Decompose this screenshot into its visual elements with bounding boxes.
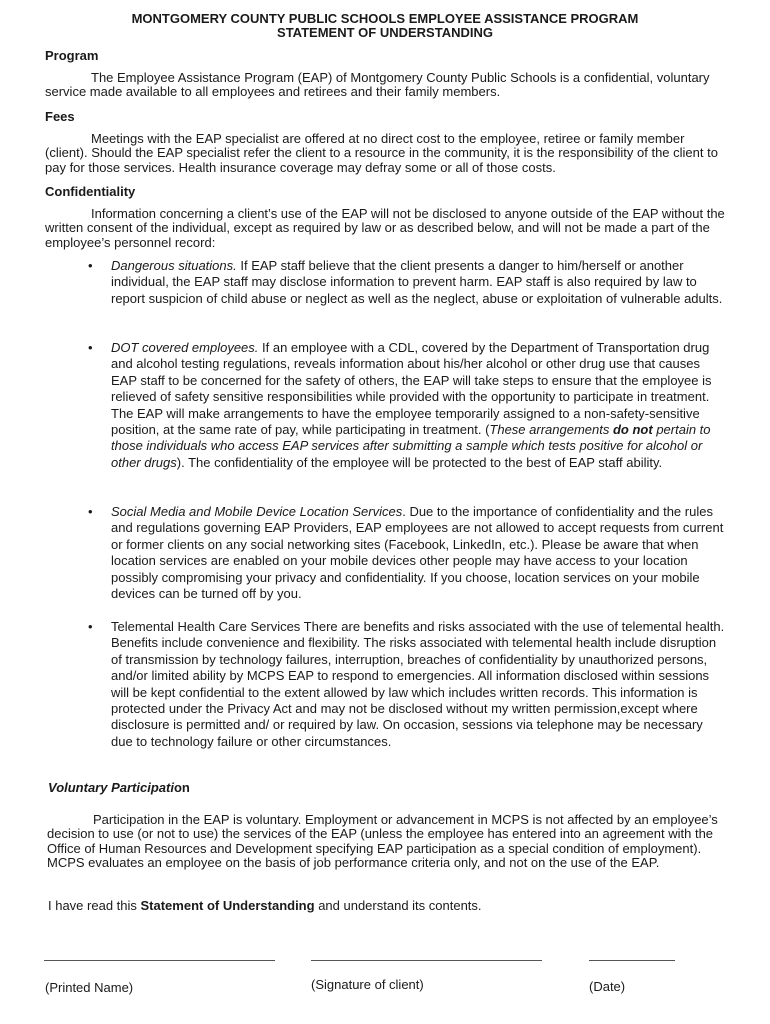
- voluntary-heading-italic: Voluntary Participati: [48, 780, 174, 795]
- signature-label: (Signature of client): [311, 977, 424, 992]
- bullet-lead: DOT covered employees.: [111, 340, 259, 355]
- bullet-text: . Due to the importance of confidentiality and the rules and regulations governing EAP Providers, EAP employees are not allowed to accept requests from current or former clients on any social networking sites (Facebook, LinkedIn, etc.). Please be aware that when location services are enabled on your mobile devices other people may have access to your location possibly compromising your privacy and confidentiality. If you choose, location services on your mobile devices can be turned off by you.: [111, 504, 724, 602]
- bullet-note-b: pertain to those individuals who access EAP services after submitting a sample which tests positive for alcohol or other drugs: [111, 422, 711, 470]
- acknowledgement-pre: I have read this: [48, 898, 141, 913]
- bullet-note-a: These arrangements: [489, 422, 613, 438]
- voluntary-participation-heading: [48, 780, 190, 795]
- bullet-dot: •: [88, 504, 93, 519]
- bullet-lead: Dangerous situations.: [111, 258, 237, 273]
- bullet-text: If EAP staff believe that the client presents a danger to him/herself or another individual, the EAP staff may disclose information to prevent harm. EAP staff is also required by law to report suspicion of child abuse or neglect as well as the neglect, abuse or exploitation of vulnerable adults.: [111, 258, 723, 306]
- printed-name-label: (Printed Name): [45, 980, 134, 995]
- acknowledgement-statement: [48, 899, 728, 913]
- signature-line[interactable]: [311, 960, 542, 961]
- date-line[interactable]: [589, 960, 675, 961]
- acknowledgement-post: and understand its contents.: [314, 898, 482, 913]
- acknowledgement-bold: Statement of Understanding: [140, 898, 315, 913]
- voluntary-paragraph: Participation in the EAP is voluntary. Employment or advancement in MCPS is not affected by an employee’s decision to use (or not to use) the services of the EAP (unless the employee has entered into an agreement with the Office of Human Resources and Development specifying EAP participation as a special condition of employment). MCPS evaluates an employee on the basis of job performance criteria only, and not on the use of the EAP.: [47, 812, 718, 871]
- bullet-social-media: [88, 504, 726, 602]
- bullet-dot-covered-employees: [88, 340, 726, 471]
- document-title: MONTGOMERY COUNTY PUBLIC SCHOOLS EMPLOYEE ASSISTANCE PROGRAM: [131, 11, 639, 26]
- bullet-text: Telemental Health Care Services There are benefits and risks associated with the use of telemental health. Benefits include convenience and flexibility. The risks associated with telemental health include disruption of transmission by technology failures, interruption, breaches of confidentiality by unauthorized persons, and/or limited ability by MCPS EAP to respond to emergencies. All information disclosed within sessions will be kept confidential to the extent allowed by law which includes written records. This information is protected under the Privacy Act and may not be disclosed without my written permission,except where disclosure is permitted and/ or required by law. On occasion, sessions via telephone may be necessary due to technology failure or other circumstances.: [111, 619, 725, 749]
- document-subtitle: STATEMENT OF UNDERSTANDING: [277, 25, 493, 40]
- bullet-dot: •: [88, 619, 93, 634]
- date-label: (Date): [589, 979, 626, 994]
- program-paragraph: The Employee Assistance Program (EAP) of Montgomery County Public Schools is a confidential, voluntary service made available to all employees and retirees and their family members.: [45, 70, 710, 100]
- printed-name-line[interactable]: [44, 960, 275, 961]
- bullet-dangerous-situations: [88, 258, 726, 307]
- bullet-lead: Social Media and Mobile Device Location Services: [111, 504, 403, 519]
- bullet-dot: •: [88, 258, 93, 273]
- fees-heading: Fees: [45, 109, 75, 124]
- confidentiality-heading: Confidentiality: [45, 184, 136, 199]
- confidentiality-paragraph: Information concerning a client’s use of the EAP will not be disclosed to anyone outside of the EAP without the written consent of the individual, except as required by law or as described below, and will not be made a part of the employee’s personnel record:: [45, 206, 725, 250]
- bullet-note-emphasis: do not: [612, 422, 653, 438]
- bullet-tail: ). The confidentiality of the employee will be protected to the best of EAP staff ability.: [176, 454, 663, 470]
- voluntary-heading-rest: on: [173, 780, 190, 795]
- fees-paragraph: Meetings with the EAP specialist are offered at no direct cost to the employee, retiree or family member (client). Should the EAP specialist refer the client to a resource in the community, it is the responsibility of the client to pay for those services. Health insurance coverage may defray some or all of those costs.: [45, 131, 718, 175]
- bullet-telemental-health: [88, 619, 726, 750]
- bullet-text: If an employee with a CDL, covered by the Department of Transportation drug and alcohol testing regulations, reveals information about his/her alcohol or other drug use that causes EAP staff to be concerned for the safety of others, the EAP will take steps to ensure that the employee is relieved of safety sensitive responsibilities while provided with the opportunity to participate in treatment. The EAP will make arrangements to have the employee temporarily assigned to a non-safety-sensitive position, at the same rate of pay, while participating in treatment. (: [111, 340, 712, 438]
- bullet-dot: •: [88, 340, 93, 355]
- program-heading: Program: [45, 48, 99, 63]
